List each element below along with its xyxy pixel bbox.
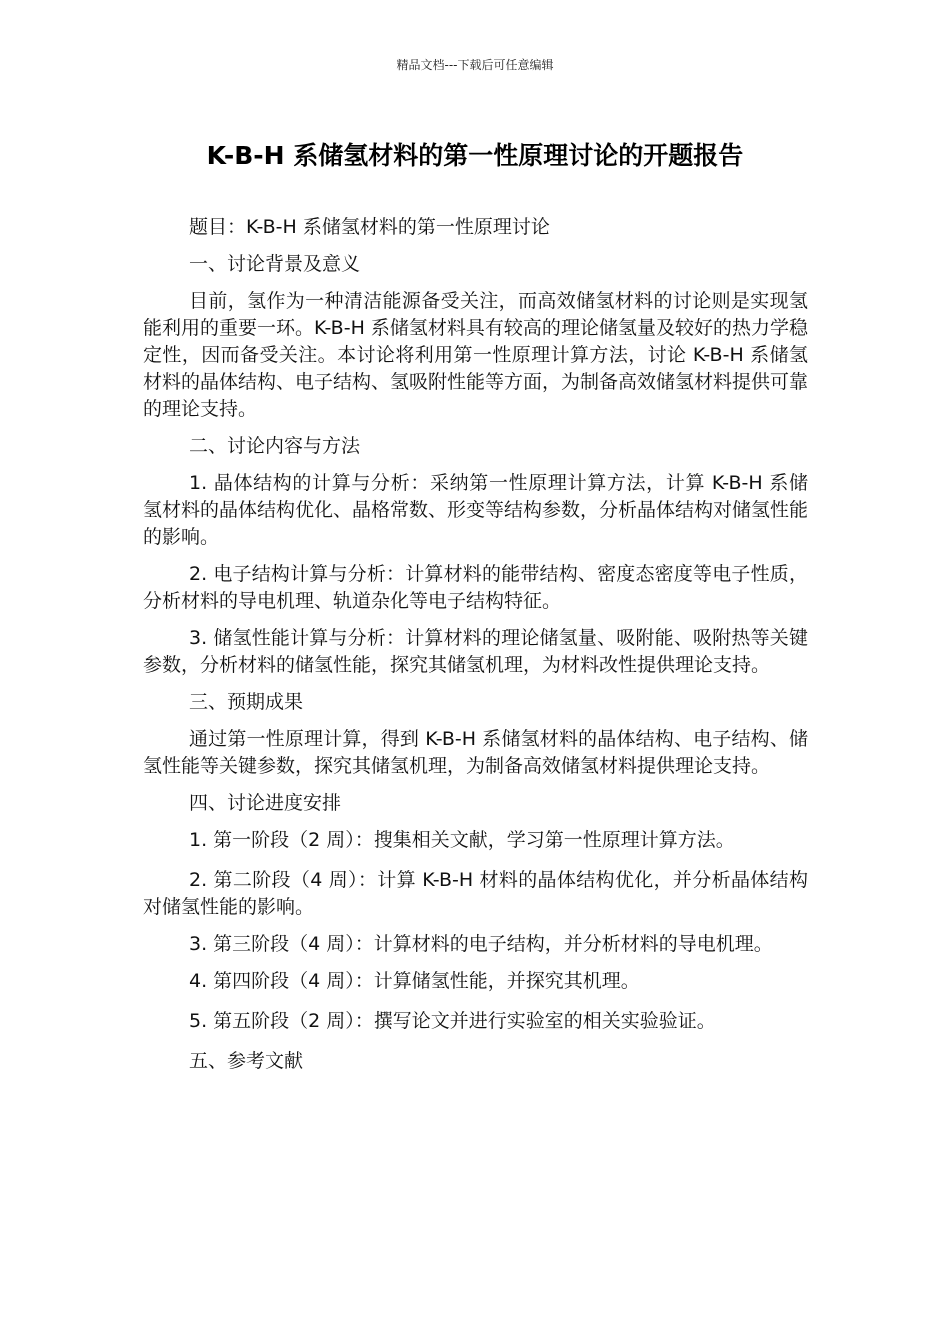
section-heading-background: 一、讨论背景及意义 xyxy=(189,253,361,275)
section-heading-expected-results: 三、预期成果 xyxy=(189,691,304,713)
section-heading-schedule: 四、讨论进度安排 xyxy=(189,792,342,814)
document-title: K-B-H 系储氢材料的第一性原理讨论的开题报告 xyxy=(206,141,744,170)
content-item-crystal-structure: 1. 晶体结构的计算与分析：采纳第一性原理计算方法，计算 K-B-H 系储氢材料的晶体结构优化、晶格常数、形变等结构参数，分析晶体结构对储氢性能的影响。 xyxy=(143,472,809,548)
section-heading-references: 五、参考文献 xyxy=(189,1050,304,1072)
schedule-item-phase-2: 2. 第二阶段（4 周）：计算 K-B-H 材料的晶体结构优化，并分析晶体结构对储氢性能的影响。 xyxy=(143,869,808,918)
background-paragraph: 目前，氢作为一种清洁能源备受关注，而高效储氢材料的讨论则是实现氢能利用的重要一环。K-B-H 系储氢材料具有较高的理论储氢量及较好的热力学稳定性，因而备受关注。本讨论将利用第一性原理计算方法，讨论 K-B-H 系储氢材料的晶体结构、电子结构、氢吸附性能等方面，为制备高效储氢材料提供可靠的理论支持。 xyxy=(143,290,809,420)
document-body xyxy=(143,214,808,1085)
schedule-item-phase-3: 3. 第三阶段（4 周）：计算材料的电子结构，并分析材料的导电机理。 xyxy=(189,933,773,955)
schedule-item-phase-1: 1. 第一阶段（2 周）：搜集相关文献，学习第一性原理计算方法。 xyxy=(189,829,735,851)
topic-line: 题目：K-B-H 系储氢材料的第一性原理讨论 xyxy=(189,216,550,238)
content-item-electronic-structure: 2. 电子结构计算与分析：计算材料的能带结构、密度态密度等电子性质，分析材料的导电机理、轨道杂化等电子结构特征。 xyxy=(143,563,808,612)
schedule-item-phase-4: 4. 第四阶段（4 周）：计算储氢性能，并探究其机理。 xyxy=(189,970,640,992)
expected-results-paragraph: 通过第一性原理计算，得到 K-B-H 系储氢材料的晶体结构、电子结构、储氢性能等关键参数，探究其储氢机理，为制备高效储氢材料提供理论支持。 xyxy=(143,728,808,777)
section-heading-content-methods: 二、讨论内容与方法 xyxy=(189,435,361,457)
content-item-hydrogen-storage: 3. 储氢性能计算与分析：计算材料的理论储氢量、吸附能、吸附热等关键参数，分析材料的储氢性能，探究其储氢机理，为材料改性提供理论支持。 xyxy=(143,627,808,676)
header-note: 精品文档---下载后可任意编辑 xyxy=(396,58,554,72)
schedule-item-phase-5: 5. 第五阶段（2 周）：撰写论文并进行实验室的相关实验验证。 xyxy=(189,1010,716,1032)
